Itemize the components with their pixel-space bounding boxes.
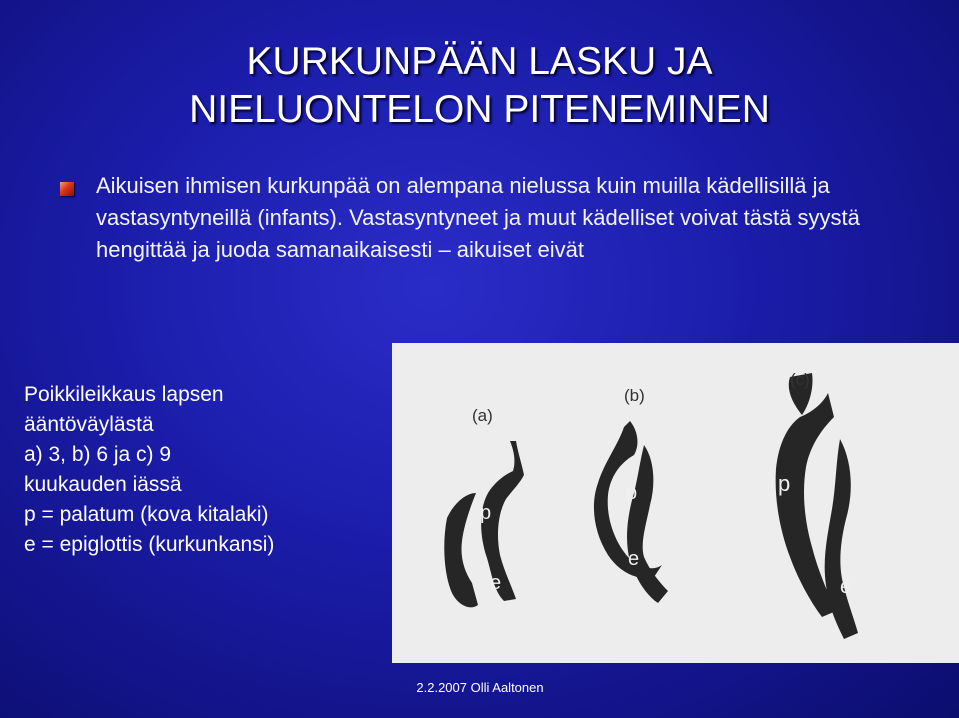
square-bullet-icon	[60, 182, 74, 196]
caption-line-3: a) 3, b) 6 ja c) 9	[24, 443, 172, 466]
label-b: (b)	[624, 386, 645, 405]
caption-line-6: e = epiglottis (kurkunkansi)	[24, 533, 275, 556]
palatum-label-b: p	[626, 482, 638, 504]
palatum-label-a: p	[480, 502, 492, 524]
figure-caption	[24, 380, 384, 560]
vocal-tract-drawing	[392, 343, 959, 663]
slide-footer: 2.2.2007 Olli Aaltonen	[416, 680, 544, 695]
bullet-text: Aikuisen ihmisen kurkunpää on alempana nielussa kuin muilla kädellisillä ja vastasyntyneillä (infants). Vastasyntyneet ja muut kädelliset voivat tästä syystä hengittää ja juoda samanaikaisesti – aikuiset eivät	[96, 173, 860, 262]
vocal-tract-figure	[392, 343, 959, 663]
palatum-label-c: p	[778, 471, 791, 496]
label-c: (c)	[790, 370, 810, 389]
slide-title	[0, 38, 959, 134]
epiglottis-label-c: e	[840, 576, 852, 598]
caption-line-5: p = palatum (kova kitalaki)	[24, 503, 269, 526]
epiglottis-label-b: e	[628, 548, 640, 570]
slide-title-line-1: KURKUNPÄÄN LASKU JA	[246, 40, 713, 83]
label-a: (a)	[472, 406, 493, 425]
caption-line-2: ääntöväylästä	[24, 413, 154, 436]
tract-shape-a-inner	[444, 493, 478, 607]
caption-line-4: kuukauden iässä	[24, 473, 182, 496]
bullet-item	[60, 170, 920, 266]
caption-line-1: Poikkileikkaus lapsen	[24, 383, 224, 406]
epiglottis-label-a: e	[490, 572, 502, 594]
tract-shape-b-inner	[627, 445, 668, 603]
slide-title-line-2: NIELUONTELON PITENEMINEN	[189, 88, 770, 131]
